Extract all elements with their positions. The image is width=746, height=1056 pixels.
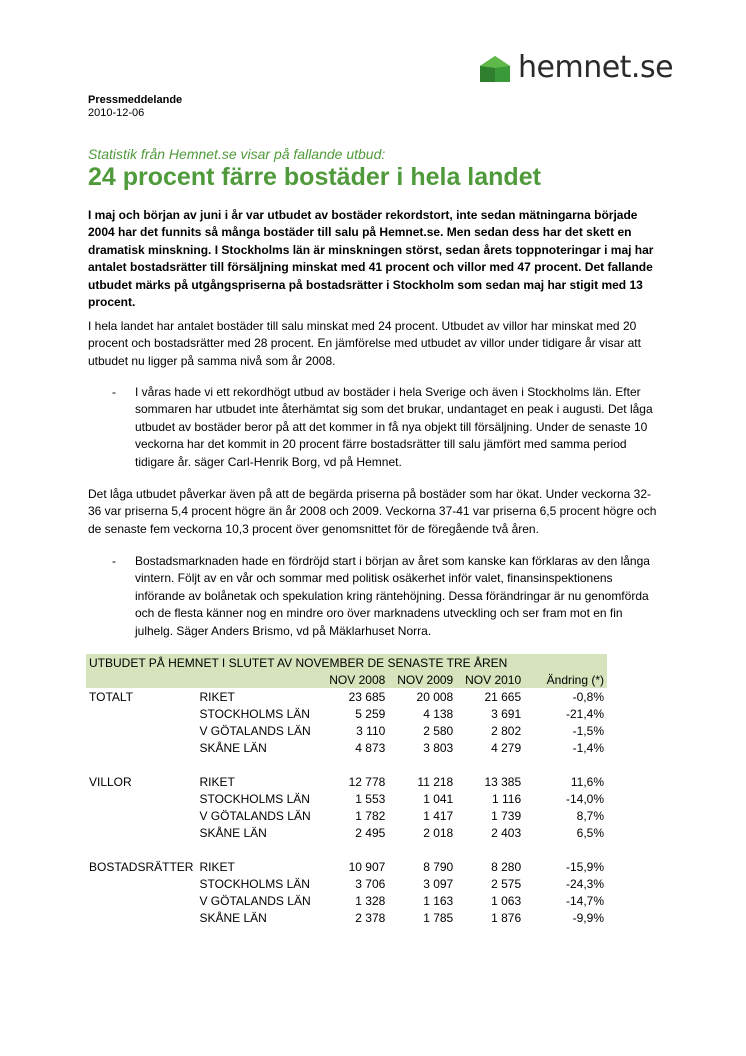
value-cell: 1 328: [355, 893, 386, 908]
value-cell: 1 063: [491, 893, 522, 908]
change-cell: -15,9%: [565, 859, 604, 874]
value-cell: 1 041: [423, 791, 454, 806]
value-cell: 2 018: [423, 825, 454, 840]
value-cell: 11 218: [417, 774, 454, 789]
change-cell: -1,5%: [572, 723, 604, 738]
table-header-row: [86, 671, 607, 688]
change-cell: -9,9%: [572, 910, 604, 925]
value-cell: 12 778: [348, 774, 386, 789]
value-cell: 3 097: [423, 876, 454, 891]
group-label: [86, 892, 196, 909]
region-label: SKÅNE LÄN: [199, 740, 267, 755]
value-cell: 1 876: [491, 910, 522, 925]
green-house-icon: [478, 54, 512, 84]
value-cell: 3 110: [356, 723, 386, 738]
column-header: Ändring (*): [524, 671, 607, 688]
table-caption-row: [86, 654, 607, 671]
group-label: [86, 705, 196, 722]
value-cell: 3 706: [355, 876, 386, 891]
list-dash: -: [112, 385, 116, 399]
change-cell: -14,0%: [565, 791, 604, 806]
group-label: TOTALT: [89, 689, 134, 704]
spacer-row: [86, 756, 607, 773]
page-title: 24 procent färre bostäder i hela landet: [88, 163, 541, 191]
subtitle: Statistik från Hemnet.se visar på fallande utbud:: [88, 146, 386, 162]
table-row: [86, 909, 607, 926]
change-cell: 8,7%: [576, 808, 604, 823]
paragraph: I hela landet har antalet bostäder till salu minskat med 24 procent. Utbudet av villor har minskat med 20 procent och bostadsrätter med 28 procent. En jämförelse med utbudet av villor under tidigare år visar att utbudet nu ligger på samma nivå som år 2008.: [88, 319, 641, 368]
value-cell: 1 553: [355, 791, 386, 806]
value-cell: 1 116: [492, 791, 522, 806]
value-cell: 13 385: [484, 774, 522, 789]
list-dash: -: [112, 554, 116, 568]
table-row: [86, 875, 607, 892]
value-cell: 10 907: [348, 859, 386, 874]
table-row: [86, 705, 607, 722]
release-date: 2010-12-06: [88, 107, 145, 119]
supply-table: [86, 654, 607, 926]
group-label: [86, 824, 196, 841]
region-label: STOCKHOLMS LÄN: [199, 876, 310, 891]
value-cell: 3 691: [491, 706, 522, 721]
group-label: [86, 739, 196, 756]
press-release-label: Pressmeddelande: [88, 94, 183, 106]
value-cell: 4 873: [355, 740, 386, 755]
change-cell: -24,3%: [565, 876, 604, 891]
change-cell: -0,8%: [572, 689, 604, 704]
table-row: [86, 807, 607, 824]
column-header: NOV 2010: [456, 671, 524, 688]
value-cell: 3 803: [423, 740, 454, 755]
value-cell: 21 665: [484, 689, 522, 704]
region-label: STOCKHOLMS LÄN: [199, 706, 310, 721]
change-cell: -14,7%: [565, 893, 604, 908]
table-row: [86, 790, 607, 807]
value-cell: 1 739: [491, 808, 522, 823]
group-label: BOSTADSRÄTTER: [89, 859, 194, 874]
value-cell: 4 279: [491, 740, 522, 755]
region-label: STOCKHOLMS LÄN: [199, 791, 310, 806]
value-cell: 2 575: [491, 876, 522, 891]
region-label: RIKET: [199, 689, 235, 704]
column-header: NOV 2008: [320, 671, 388, 688]
value-cell: 8 790: [423, 859, 454, 874]
paragraph: Det låga utbudet påverkar även på att de begärda priserna på bostäder som har ökat. Under veckorna 32-36 var priserna 5,4 procent högre än år 2008 och 2009. Veckorna 37-41 var priserna 6,5 procent högre och de senaste fem veckorna 10,3 procent över genomsnittet för de föregående två åren.: [88, 487, 657, 536]
change-cell: 6,5%: [576, 825, 604, 840]
value-cell: 20 008: [416, 689, 454, 704]
table-row: [86, 858, 607, 875]
value-cell: 2 403: [491, 825, 522, 840]
change-cell: -21,4%: [565, 706, 604, 721]
hemnet-logo: [478, 50, 674, 90]
table-row: [86, 722, 607, 739]
region-label: SKÅNE LÄN: [199, 825, 267, 840]
change-cell: 11,6%: [570, 774, 604, 789]
region-label: SKÅNE LÄN: [199, 910, 267, 925]
table-row: [86, 773, 607, 790]
table-row: [86, 892, 607, 909]
table-caption: UTBUDET PÅ HEMNET I SLUTET AV NOVEMBER DE SENASTE TRE ÅREN: [86, 654, 607, 671]
group-label: [86, 807, 196, 824]
table-row: [86, 739, 607, 756]
group-label: [86, 790, 196, 807]
table-row: [86, 688, 607, 705]
change-cell: -1,4%: [572, 740, 604, 755]
region-label: V GÖTALANDS LÄN: [199, 808, 311, 823]
value-cell: 1 782: [355, 808, 386, 823]
quote-text: Bostadsmarknaden hade en fördröjd start i början av året som kanske kan förklaras av den långa vintern. Följt av en vår och sommar med politisk osäkerhet inför valet, finansinspektionens införande av bolånetak och spekulation kring räntehöjning. Dessa förändringar är nu genomförda och de flesta känner nog en mindre oro över marknadens utveckling och ser fram mot en fin julhelg. Säger Anders Brismo, vd på Mäklarhuset Norra.: [135, 554, 650, 638]
value-cell: 5 259: [355, 706, 386, 721]
group-label: [86, 722, 196, 739]
quote-text: I våras hade vi ett rekordhögt utbud av bostäder i hela Sverige och även i Stockholms län. Efter sommaren har utbudet inte återhämtat sig som det brukar, undantaget en peak i augusti. Det låga utbudet av bostäder beror på att det kommer in få nya objekt till försäljning. Under de senaste 10 veckorna har det kommit in 20 procent färre bostadsrätter till salu jämfört med samma period tidigare år. säger Carl-Henrik Borg, vd på Hemnet.: [135, 385, 653, 469]
value-cell: 23 685: [348, 689, 386, 704]
value-cell: 2 580: [423, 723, 454, 738]
value-cell: 2 378: [355, 910, 386, 925]
value-cell: 1 163: [423, 893, 454, 908]
spacer-row: [86, 841, 607, 858]
value-cell: 2 802: [491, 723, 522, 738]
value-cell: 2 495: [355, 825, 386, 840]
logo-text: hemnet.se: [518, 50, 674, 85]
region-label: RIKET: [199, 859, 235, 874]
region-label: V GÖTALANDS LÄN: [199, 893, 311, 908]
group-label: VILLOR: [89, 774, 132, 789]
table-row: [86, 824, 607, 841]
value-cell: 1 417: [423, 808, 454, 823]
value-cell: 4 138: [423, 706, 454, 721]
region-label: RIKET: [199, 774, 235, 789]
value-cell: 8 280: [491, 859, 522, 874]
region-label: V GÖTALANDS LÄN: [199, 723, 311, 738]
column-header: NOV 2009: [388, 671, 456, 688]
lead-paragraph: I maj och början av juni i år var utbudet av bostäder rekordstort, inte sedan mätningarna började 2004 har det funnits så många bostäder till salu på Hemnet.se. Men sedan dess har det skett en dramatisk minskning. I Stockholms län är minskningen störst, sedan årets toppnoteringar i maj har antalet bostadsrätter till försäljning minskat med 41 procent och villor med 47 procent. Det fallande utbudet märks på utgångspriserna på bostadsrätter i Stockholm som sedan maj har stigit med 13 procent.: [88, 208, 654, 310]
value-cell: 1 785: [423, 910, 454, 925]
group-label: [86, 875, 196, 892]
group-label: [86, 909, 196, 926]
